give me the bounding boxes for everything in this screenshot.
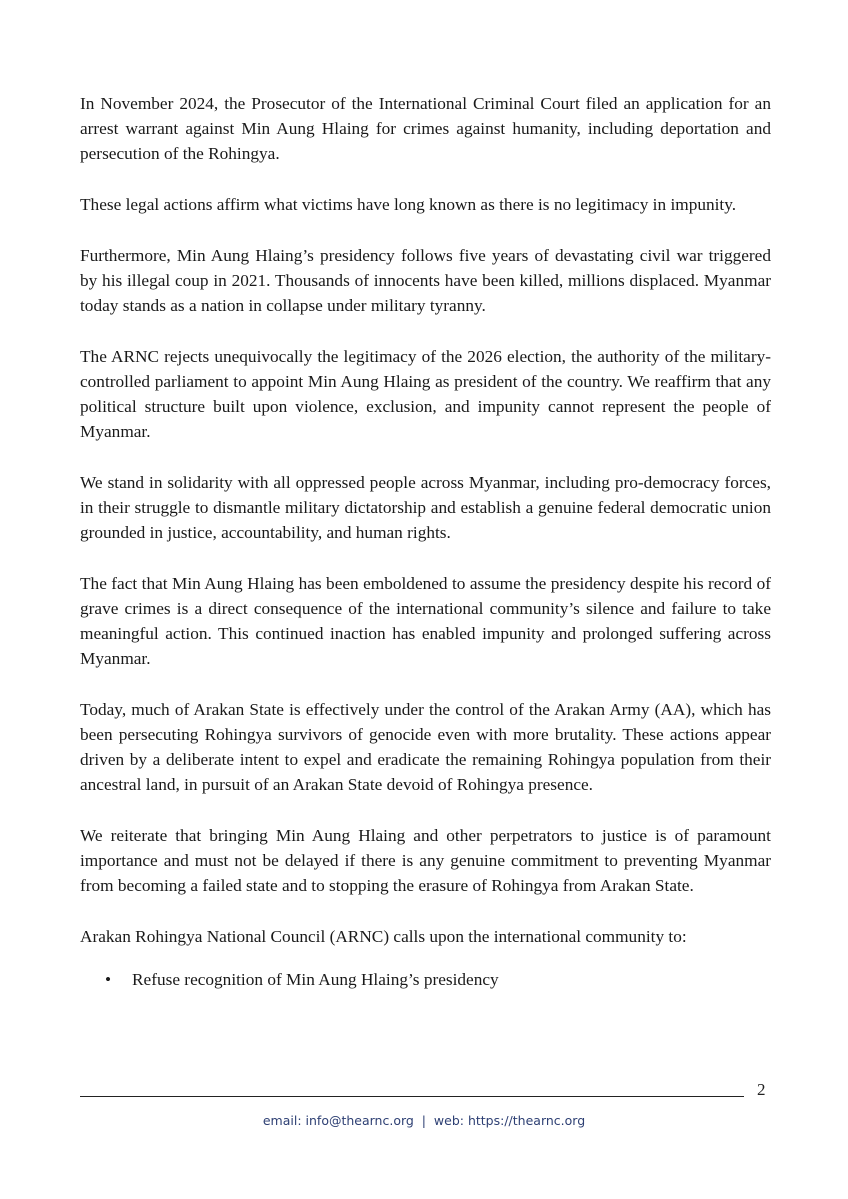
document-body xyxy=(80,91,771,992)
bullet-item xyxy=(80,967,771,992)
footer-contact xyxy=(0,1113,848,1128)
paragraph: Today, much of Arakan State is effectively under the control of the Arakan Army (AA), which has been persecuting Rohingya survivors of genocide even with more brutality. These actions appear driven by a deliberate intent to expel and eradicate the remaining Rohingya population from their ancestral land, in pursuit of an Arakan State devoid of Rohingya presence. xyxy=(80,700,771,794)
bullet-list xyxy=(80,967,771,992)
footer-divider xyxy=(80,1096,744,1097)
paragraph: These legal actions affirm what victims have long known as there is no legitimacy in impunity. xyxy=(80,195,737,214)
paragraph: We stand in solidarity with all oppressed people across Myanmar, including pro-democracy forces, in their struggle to dismantle military dictatorship and establish a genuine federal democratic union grounded in justice, accountability, and human rights. xyxy=(80,473,771,542)
paragraph: In November 2024, the Prosecutor of the International Criminal Court filed an application for an arrest warrant against Min Aung Hlaing for crimes against humanity, including deportation and persecution of the Rohingya. xyxy=(80,94,771,163)
paragraph: The ARNC rejects unequivocally the legitimacy of the 2026 election, the authority of the military-controlled parliament to appoint Min Aung Hlaing as president of the country. We reaffirm that any political structure built upon violence, exclusion, and impunity cannot represent the people of Myanmar. xyxy=(80,347,771,441)
page-number: 2 xyxy=(757,1080,766,1099)
paragraph: We reiterate that bringing Min Aung Hlaing and other perpetrators to justice is of paramount importance and must not be delayed if there is any genuine commitment to preventing Myanmar from becoming a failed state and to stopping the erasure of Rohingya from Arakan State. xyxy=(80,826,771,895)
paragraph: Arakan Rohingya National Council (ARNC) calls upon the international community to: xyxy=(80,927,687,946)
bullet-icon: • xyxy=(105,970,112,989)
paragraph: Furthermore, Min Aung Hlaing’s presidency follows five years of devastating civil war triggered by his illegal coup in 2021. Thousands of innocents have been killed, millions displaced. Myanmar today stands as a nation in collapse under military tyranny. xyxy=(80,246,771,315)
bullet-text: Refuse recognition of Min Aung Hlaing’s presidency xyxy=(132,970,499,989)
paragraph: The fact that Min Aung Hlaing has been emboldened to assume the presidency despite his record of grave crimes is a direct consequence of the international community’s silence and failure to take meaningful action. This continued inaction has enabled impunity and prolonged suffering across Myanmar. xyxy=(80,574,771,668)
footer-text: email: info@thearnc.org | web: https://thearnc.org xyxy=(262,1113,586,1128)
